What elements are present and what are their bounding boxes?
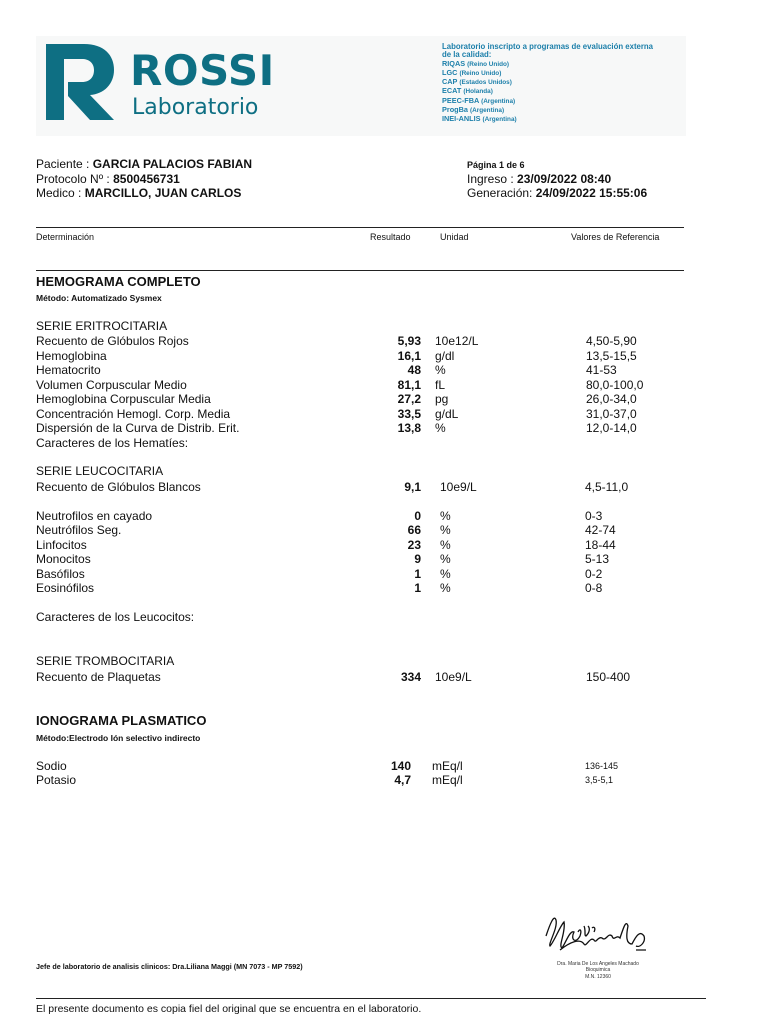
caracteres-leucocitos: Caracteres de los Leucocitos: [36,610,195,624]
patient-name: GARCIA PALACIOS FABIAN [92,157,253,171]
table-row: Recuento de Glóbulos Blancos 9,1 10e9/L 4,5-11,0 [36,479,629,494]
signature-caption: Dra. Maria De Los Angeles Machado Bioquimica M.N. 12360 [557,961,639,980]
divider [36,270,684,271]
section-title-ionograma: IONOGRAMA PLASMATICO [36,713,207,728]
brand-subtitle: Laboratorio [132,95,259,120]
col-reference: Valores de Referencia [571,232,660,242]
table-row: Hematocrito 48 % 41-53 [36,363,617,377]
accreditation-item: LGC (Reino Unido) [442,67,502,77]
admission-line [467,172,611,187]
table-row: Concentración Hemogl. Corp. Media 33,5 g/dL 31,0-37,0 [36,406,637,421]
table-row: Dispersión de la Curva de Distrib. Erit. 13,8 % 12,0-14,0 [36,421,637,435]
table-row: Neutrófilos Seg. 66 % 42-74 [36,523,616,537]
protocol-number: 8500456731 [113,171,180,186]
table-row: Neutrofilos en cayado 0 % 0-3 [36,508,603,523]
table-row: Hemoglobina Corpuscular Media 27,2 pg 26,0-34,0 [36,392,637,406]
accreditation-item: RIQAS (Reino Unido) [442,58,510,68]
divider [36,998,706,999]
table-row: Sodio 140 mEq/l 136-145 [36,758,619,773]
table-row: Potasio 4,7 mEq/l 3,5-5,1 [36,773,614,787]
col-determination: Determinación [36,232,95,242]
subsection-leuco: SERIE LEUCOCITARIA [36,464,164,478]
accreditation-item: ECAT (Holanda) [442,86,493,96]
divider [36,227,684,228]
footer-note: El presente documento es copia fiel del original que se encuentra en el laboratorio. [36,1003,422,1015]
table-row: Volumen Corpuscular Medio 81,1 fL 80,0-100,0 [36,377,644,392]
table-row: Linfocitos 23 % 18-44 [36,537,616,552]
lab-director: Jefe de laboratorio de analisis clinicos: Dra.Liliana Maggi (MN 7073 - MP 7592) [36,962,303,971]
doctor-label: Medico : [36,186,82,200]
admission-date: 23/09/2022 08:40 [517,171,612,186]
table-row: Recuento de Plaquetas 334 10e9/L 150-400 [36,669,631,684]
patient-name-line [36,157,252,172]
accreditation-block [442,43,687,125]
signature-icon [540,906,652,960]
admission-label: Ingreso : [467,171,514,186]
section-title-hemograma: HEMOGRAMA COMPLETO [36,274,201,289]
col-result: Resultado [370,232,411,242]
rossi-logo-icon [44,42,116,122]
table-row: Recuento de Glóbulos Rojos 5,93 10e12/L 4,50-5,90 [36,334,637,348]
brand-name: ROSSI [130,46,275,95]
protocol-line [36,172,180,187]
accreditation-title-2: de la calidad: [442,50,492,60]
caracteres-hematies: Caracteres de los Hematíes: [36,436,189,450]
doctor-line [36,186,241,201]
method-hemograma: Método: Automatizado Sysmex [36,293,162,303]
table-row: Hemoglobina 16,1 g/dl 13,5-15,5 [36,348,637,363]
subsection-eritro: SERIE ERITROCITARIA [36,319,168,333]
generation-label: Generación: [467,186,533,200]
patient-label: Paciente : [36,157,90,171]
table-row: Eosinófilos 1 % 0-8 [36,581,603,595]
page-number: Página 1 de 6 [467,160,525,170]
doctor-name: MARCILLO, JUAN CARLOS [84,186,242,200]
generation-line [467,186,647,201]
accreditation-item: PEEC-FBA (Argentina) [442,95,516,105]
subsection-trombo: SERIE TROMBOCITARIA [36,654,175,668]
generation-date: 24/09/2022 15:55:06 [535,186,648,200]
accreditation-item: INEI-ANLIS (Argentina) [442,114,517,124]
table-row: Basófilos 1 % 0-2 [36,566,603,581]
method-ionograma: Método:Electrodo Ión selectivo indirecto [36,733,201,743]
table-row: Monocitos 9 % 5-13 [36,552,610,566]
accreditation-title-1: Laboratorio inscripto a programas de evaluación externa [442,42,654,51]
protocol-label: Protocolo Nº : [36,171,110,186]
accreditation-item: ProgBa (Argentina) [442,105,505,115]
col-unit: Unidad [440,232,469,242]
accreditation-item: CAP (Estados Unidos) [442,77,512,87]
